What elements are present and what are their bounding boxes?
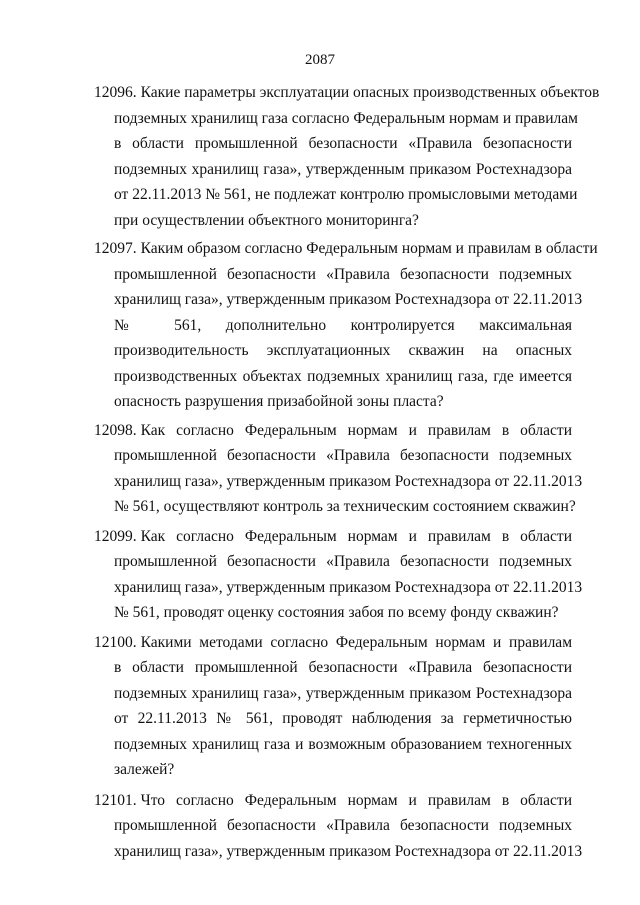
question-line: залежей? — [114, 761, 175, 778]
question-line: опасность разрушения призабойной зоны пласта? — [114, 393, 444, 410]
question-line: хранилищ газа», утвержденным приказом Ростехнадзора от 22.11.2013 — [114, 472, 583, 490]
question-line: № 561, дополнительно контролируется максимальная — [114, 316, 572, 334]
question-line: при осуществлении объектного мониторинга? — [114, 211, 419, 229]
question-line: промышленной безопасности «Правила безопасности подземных — [114, 817, 572, 834]
question-line: подземных хранилищ газа», утвержденным приказом Ростехнадзора — [114, 684, 572, 702]
question-line: промышленной безопасности «Правила безопасности подземных — [114, 265, 572, 283]
question-line: № 561, проводят оценку состояния забоя по всему фонду скважин? — [114, 604, 559, 621]
question-12100 — [94, 630, 572, 783]
question-line: Что согласно Федеральным нормам и правилам в области — [140, 791, 572, 809]
question-line: подземных хранилищ газа согласно Федеральным нормам и правилам — [114, 109, 578, 127]
question-line: № 561, осуществляют контроль за техническим состоянием скважин? — [114, 498, 576, 515]
question-line: в области промышленной безопасности «Правила безопасности — [114, 659, 572, 676]
page-number: 2087 — [305, 52, 335, 68]
question-12096 — [94, 80, 600, 233]
question-12098 — [94, 418, 583, 520]
question-line: производственных объектах подземных хранилищ газа, где имеется — [114, 367, 572, 385]
question-line: промышленной безопасности «Правила безопасности подземных — [114, 447, 572, 464]
question-line: производительность эксплуатационных скважин на опасных — [114, 342, 572, 359]
question-line: Как согласно Федеральным нормам и правилам в области — [140, 527, 572, 545]
question-number: 12100. — [94, 633, 137, 651]
question-line: Как согласно Федеральным нормам и правилам в области — [140, 421, 572, 439]
question-line: от 22.11.2013 № 561, не подлежат контролю промысловыми методами — [114, 186, 578, 203]
question-number: 12098. — [94, 421, 137, 439]
questions-list — [94, 80, 600, 864]
question-number: 12097. — [94, 240, 137, 257]
question-line: Каким образом согласно Федеральным нормам и правилам в области — [140, 240, 598, 257]
question-line: подземных хранилищ газа и возможным образованием техногенных — [114, 735, 572, 753]
question-number: 12101. — [94, 791, 137, 809]
question-number: 12099. — [94, 527, 137, 545]
question-12099 — [94, 524, 583, 626]
question-number: 12096. — [94, 84, 137, 101]
question-line: Какие параметры эксплуатации опасных производственных объектов — [140, 84, 600, 101]
question-line: подземных хранилищ газа», утвержденным приказом Ростехнадзора — [114, 160, 572, 178]
question-line: Какими методами согласно Федеральным нормам и правилам — [140, 633, 572, 651]
question-line: промышленной безопасности «Правила безопасности подземных — [114, 553, 572, 570]
question-12097 — [94, 236, 598, 415]
question-line: хранилищ газа», утвержденным приказом Ростехнадзора от 22.11.2013 — [114, 578, 583, 596]
question-line: хранилищ газа», утвержденным приказом Ростехнадзора от 22.11.2013 — [114, 291, 583, 308]
question-line: хранилищ газа», утвержденным приказом Ростехнадзора от 22.11.2013 — [114, 842, 583, 860]
question-line: от 22.11.2013 № 561, проводят наблюдения за герметичностью — [114, 710, 572, 727]
question-line: в области промышленной безопасности «Правила безопасности — [114, 135, 572, 152]
question-12101 — [94, 788, 583, 865]
